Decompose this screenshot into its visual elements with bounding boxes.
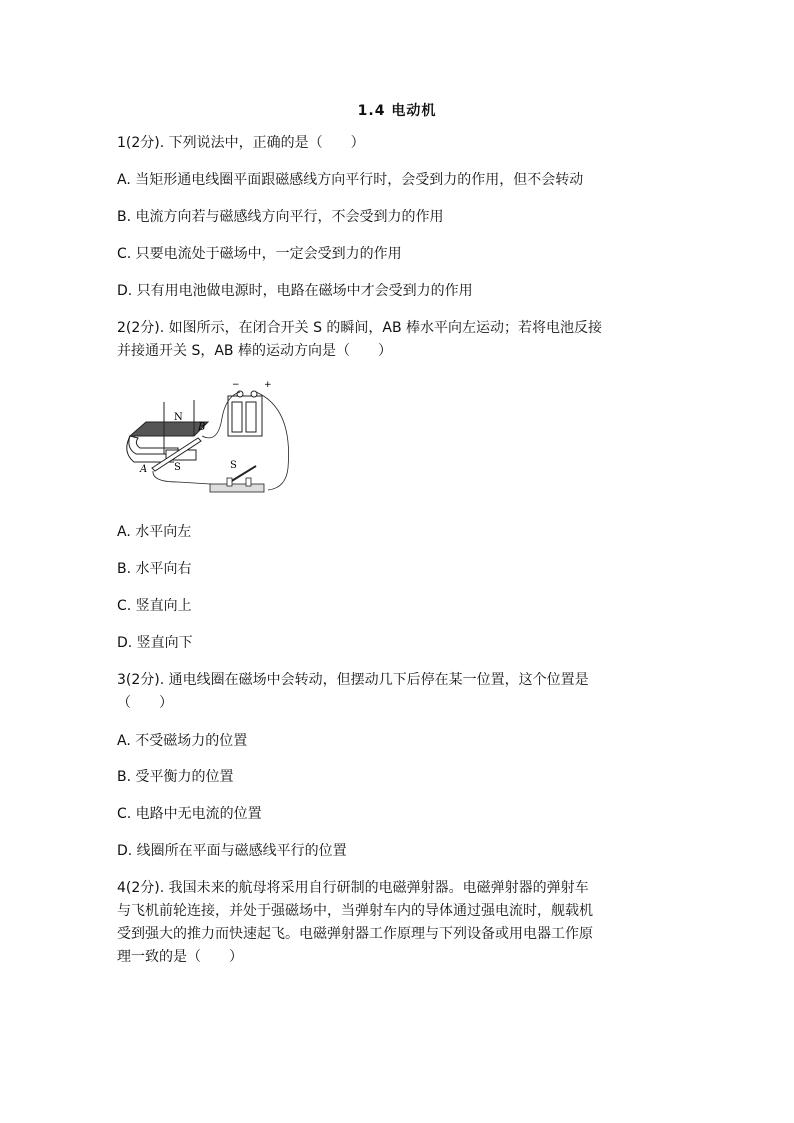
question-3-stem-line-2: （ ） [117, 695, 173, 711]
page-title: 1.4 电动机 [357, 103, 437, 119]
question-3-option-d: D. 线圈所在平面与磁感线平行的位置 [117, 843, 347, 859]
question-1-stem: 1(2分). 下列说法中，正确的是（ ） [117, 135, 365, 151]
question-3-option-a: A. 不受磁场力的位置 [117, 733, 248, 749]
question-2-stem-line-2: 并接通开关 S，AB 棒的运动方向是（ ） [117, 343, 392, 359]
magnet-south-label: S [174, 462, 181, 473]
question-4-stem-line-2: 与飞机前轮连接，并处于强磁场中，当弹射车内的导体通过强电流时，舰载机 [117, 903, 593, 919]
question-1-option-a: A. 当矩形通电线圈平面跟磁感线方向平行时，会受到力的作用，但不会转动 [117, 172, 584, 188]
magnet-north-label: N [174, 412, 183, 423]
battery-minus-label: − [232, 380, 240, 390]
question-3-stem-line-1: 3(2分). 通电线圈在磁场中会转动，但摆动几下后停在某一位置，这个位置是 [117, 672, 589, 688]
question-4-stem-line-4: 理一致的是（ ） [117, 949, 243, 965]
circuit-diagram-figure [118, 378, 298, 500]
rod-end-b-label: B [198, 422, 206, 433]
question-4-stem-line-3: 受到强大的推力而快速起飞。电磁弹射器工作原理与下列设备或用电器工作原 [117, 926, 593, 942]
question-2-option-a: A. 水平向左 [117, 524, 192, 540]
question-2-option-d: D. 竖直向下 [117, 635, 193, 651]
battery-plus-label: + [264, 380, 272, 390]
question-1-option-d: D. 只有用电池做电源时，电路在磁场中才会受到力的作用 [117, 283, 473, 299]
question-3-option-b: B. 受平衡力的位置 [117, 769, 234, 785]
question-2-option-c: C. 竖直向上 [117, 598, 192, 614]
question-1-option-b: B. 电流方向若与磁感线方向平行，不会受到力的作用 [117, 209, 444, 225]
rod-end-a-label: A [140, 464, 148, 475]
question-2-stem-line-1: 2(2分). 如图所示，在闭合开关 S 的瞬间，AB 棒水平向左运动；若将电池反接 [117, 320, 603, 336]
question-1-option-c: C. 只要电流处于磁场中，一定会受到力的作用 [117, 246, 402, 262]
question-4-stem-line-1: 4(2分). 我国未来的航母将采用自行研制的电磁弹射器。电磁弹射器的弹射车 [117, 880, 589, 896]
question-3-option-c: C. 电路中无电流的位置 [117, 806, 262, 822]
question-2-option-b: B. 水平向右 [117, 561, 192, 577]
switch-label: S [230, 460, 237, 471]
